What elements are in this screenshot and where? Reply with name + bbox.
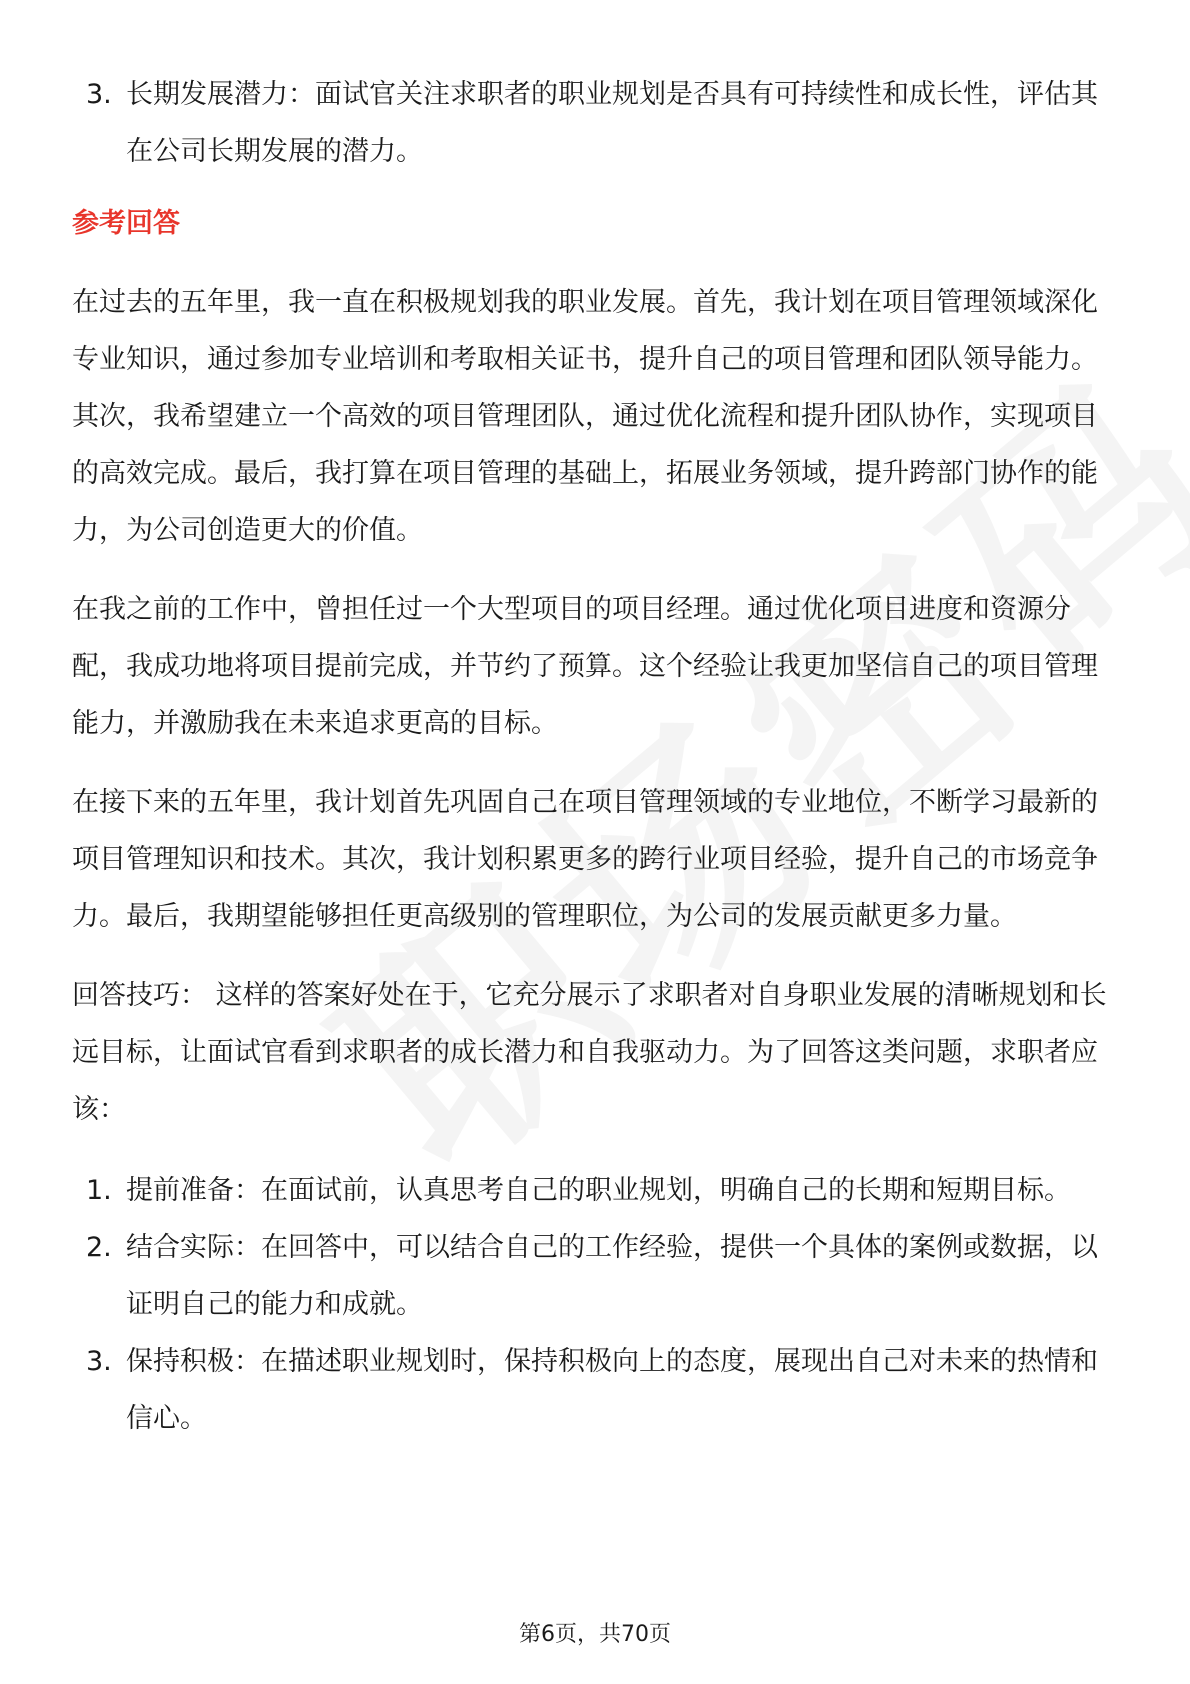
criteria-list (72, 66, 1122, 180)
list-item (72, 1162, 1122, 1219)
section-title: 参考回答 (72, 208, 180, 239)
list-item-text: 提前准备：在面试前，认真思考自己的职业规划，明确自己的长期和短期目标。 (126, 1175, 1071, 1206)
list-item-text: 结合实际：在回答中，可以结合自己的工作经验，提供一个具体的案例或数据，以证明自己的能力和成就。 (126, 1232, 1098, 1320)
list-item (72, 66, 1122, 180)
list-item-number: 2. (86, 1232, 112, 1263)
tips-intro-paragraph: 回答技巧： 这样的答案好处在于，它充分展示了求职者对自身职业发展的清晰规划和长远目标，让面试官看到求职者的成长潜力和自我驱动力。为了回答这类问题，求职者应该： (72, 980, 1107, 1125)
answer-paragraph: 在接下来的五年里，我计划首先巩固自己在项目管理领域的专业地位，不断学习最新的项目管理知识和技术。其次，我计划积累更多的跨行业项目经验，提升自己的市场竞争力。最后，我期望能够担任更高级别的管理职位，为公司的发展贡献更多力量。 (72, 787, 1098, 932)
page-number-footer: 第6页，共70页 (519, 1622, 671, 1647)
answer-paragraph: 在过去的五年里，我一直在积极规划我的职业发展。首先，我计划在项目管理领域深化专业知识，通过参加专业培训和考取相关证书，提升自己的项目管理和团队领导能力。其次，我希望建立一个高效的项目管理团队，通过优化流程和提升团队协作，实现项目的高效完成。最后，我打算在项目管理的基础上，拓展业务领域，提升跨部门协作的能力，为公司创造更大的价值。 (72, 287, 1098, 546)
list-item-number: 3. (86, 79, 112, 110)
list-item (72, 1333, 1122, 1447)
tips-list (72, 1162, 1122, 1447)
list-item-number: 1. (86, 1175, 112, 1206)
list-item (72, 1219, 1122, 1333)
page-content (72, 66, 1122, 1447)
list-item-text: 保持积极：在描述职业规划时，保持积极向上的态度，展现出自己对未来的热情和信心。 (126, 1346, 1098, 1434)
list-item-text: 长期发展潜力：面试官关注求职者的职业规划是否具有可持续性和成长性，评估其在公司长期发展的潜力。 (126, 79, 1098, 167)
answer-paragraph: 在我之前的工作中，曾担任过一个大型项目的项目经理。通过优化项目进度和资源分配，我成功地将项目提前完成，并节约了预算。这个经验让我更加坚信自己的项目管理能力，并激励我在未来追求更高的目标。 (72, 594, 1098, 739)
list-item-number: 3. (86, 1346, 112, 1377)
